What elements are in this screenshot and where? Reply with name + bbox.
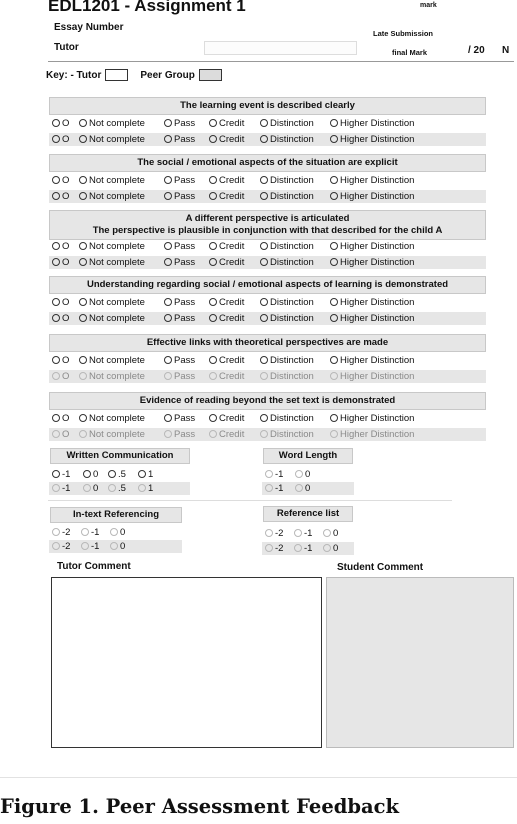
option-label: Not complete xyxy=(89,355,145,366)
radio-icon[interactable] xyxy=(330,242,338,250)
option-label: Higher Distinction xyxy=(340,355,415,366)
option-blank[interactable] xyxy=(52,296,69,309)
radio-icon[interactable] xyxy=(330,119,338,127)
radio-icon[interactable] xyxy=(260,258,268,266)
peer-rating-row xyxy=(49,370,486,383)
section-header xyxy=(49,276,486,294)
section-subtitle: The perspective is plausible in conjunction with that described for the child A xyxy=(92,225,443,236)
written-communication-header: Written Communication xyxy=(50,448,190,464)
radio-icon[interactable] xyxy=(79,372,87,380)
option-label: Not complete xyxy=(89,191,145,202)
word-length-header: Word Length xyxy=(263,448,353,464)
option-pass[interactable] xyxy=(164,354,195,367)
option-credit[interactable] xyxy=(209,354,244,367)
option-label: Credit xyxy=(219,371,245,382)
option-higher-distinction[interactable] xyxy=(330,370,414,383)
option-label: Distinction xyxy=(270,313,314,324)
option-not-complete[interactable] xyxy=(79,174,145,187)
option-label: Pass xyxy=(174,118,196,129)
option-label: Credit xyxy=(219,134,245,145)
option-distinction[interactable] xyxy=(260,370,314,383)
option-label: Not complete xyxy=(89,134,145,145)
radio-icon[interactable] xyxy=(52,242,60,250)
radio-icon[interactable] xyxy=(260,176,268,184)
option-label: O xyxy=(62,297,70,308)
option-label: Not complete xyxy=(89,175,145,186)
option-not-complete[interactable] xyxy=(79,296,145,309)
peer-rating-row xyxy=(49,312,486,325)
radio-icon[interactable] xyxy=(260,135,268,143)
radio-icon[interactable] xyxy=(209,314,217,322)
option-pass[interactable] xyxy=(164,174,195,187)
option-label: Higher Distinction xyxy=(340,191,415,202)
option-not-complete[interactable] xyxy=(79,354,145,367)
option-label: Distinction xyxy=(270,355,314,366)
tutor-comment-box[interactable] xyxy=(51,577,322,748)
section-header xyxy=(49,334,486,352)
option-label: Not complete xyxy=(89,371,145,382)
option-label: Pass xyxy=(174,413,196,424)
radio-icon[interactable] xyxy=(294,544,302,552)
option-label: Higher Distinction xyxy=(340,241,415,252)
option-label: O xyxy=(62,413,70,424)
final-mark-label: final Mark xyxy=(392,48,428,57)
key-tutor-label: Key: - Tutor xyxy=(46,69,102,81)
radio-icon[interactable] xyxy=(265,544,273,552)
option-blank[interactable] xyxy=(52,412,69,425)
option-label: Distinction xyxy=(270,118,314,129)
radio-icon[interactable] xyxy=(209,242,217,250)
option-distinction[interactable] xyxy=(260,296,314,309)
option-higher-distinction[interactable] xyxy=(330,240,414,253)
option-distinction[interactable] xyxy=(260,312,314,325)
option-credit[interactable] xyxy=(209,412,244,425)
option-label: Credit xyxy=(219,191,245,202)
option-label: O xyxy=(62,429,70,440)
option-label: Distinction xyxy=(270,429,314,440)
radio-icon[interactable] xyxy=(79,430,87,438)
header-divider xyxy=(48,61,514,62)
option-label: Not complete xyxy=(89,313,145,324)
radio-icon[interactable] xyxy=(108,484,116,492)
option-distinction[interactable] xyxy=(260,133,314,146)
option-credit[interactable] xyxy=(209,240,244,253)
radio-icon[interactable] xyxy=(330,314,338,322)
tutor-key-swatch xyxy=(105,69,128,81)
option-pass[interactable] xyxy=(164,256,195,269)
reference-list-tutor-row: -2 -1 0 xyxy=(265,527,355,540)
option-higher-distinction[interactable] xyxy=(330,312,414,325)
option-label: Credit xyxy=(219,429,245,440)
radio-icon[interactable] xyxy=(52,356,60,364)
option-higher-distinction[interactable] xyxy=(330,133,414,146)
radio-icon[interactable] xyxy=(110,528,118,536)
option-pass[interactable] xyxy=(164,412,195,425)
radio-icon[interactable] xyxy=(164,242,172,250)
radio-icon[interactable] xyxy=(209,356,217,364)
radio-icon[interactable] xyxy=(330,258,338,266)
option-label: Credit xyxy=(219,297,245,308)
option-blank[interactable] xyxy=(52,370,69,383)
option-label: O xyxy=(62,257,70,268)
option-label: Not complete xyxy=(89,118,145,129)
radio-icon[interactable] xyxy=(164,258,172,266)
radio-icon[interactable] xyxy=(260,242,268,250)
radio-icon[interactable] xyxy=(209,372,217,380)
option-label: Credit xyxy=(219,355,245,366)
radio-icon[interactable] xyxy=(164,135,172,143)
radio-icon[interactable] xyxy=(52,414,60,422)
radio-icon[interactable] xyxy=(164,430,172,438)
option-blank[interactable] xyxy=(52,428,69,441)
radio-icon[interactable] xyxy=(164,356,172,364)
option-label: Credit xyxy=(219,175,245,186)
option-credit[interactable] xyxy=(209,133,244,146)
in-text-referencing-peer-row: -2 -1 0 xyxy=(49,540,182,553)
essay-number-label: Essay Number xyxy=(54,22,124,33)
option-label: O xyxy=(62,241,70,252)
option-label: O xyxy=(62,175,70,186)
option-label: Pass xyxy=(174,134,196,145)
radio-icon[interactable] xyxy=(52,298,60,306)
tutor-rating-row xyxy=(52,174,486,187)
radio-icon[interactable] xyxy=(83,484,91,492)
radio-icon[interactable] xyxy=(52,176,60,184)
option-higher-distinction[interactable] xyxy=(330,354,414,367)
option-label: O xyxy=(62,191,70,202)
written-communication-tutor-row: -1 0 .5 1 xyxy=(52,468,192,481)
figure-divider xyxy=(0,777,517,778)
option-label: Higher Distinction xyxy=(340,413,415,424)
radio-icon[interactable] xyxy=(330,176,338,184)
radio-icon[interactable] xyxy=(79,298,87,306)
option-label: Distinction xyxy=(270,175,314,186)
option-credit[interactable] xyxy=(209,117,244,130)
key-peer-label: Peer Group xyxy=(140,69,195,81)
option-label: Not complete xyxy=(89,257,145,268)
radio-icon[interactable] xyxy=(323,529,331,537)
section-divider xyxy=(48,500,452,501)
option-label: Distinction xyxy=(270,257,314,268)
peer-key-swatch xyxy=(199,69,222,81)
option-label: Pass xyxy=(174,371,196,382)
radio-icon[interactable] xyxy=(52,484,60,492)
option-label: O xyxy=(62,118,70,129)
option-blank[interactable] xyxy=(52,256,69,269)
option-credit[interactable] xyxy=(209,296,244,309)
option-label: Distinction xyxy=(270,191,314,202)
option-label: Higher Distinction xyxy=(340,297,415,308)
option-label: Pass xyxy=(174,175,196,186)
option-credit[interactable] xyxy=(209,370,244,383)
option-label: Credit xyxy=(219,241,245,252)
option-distinction[interactable] xyxy=(260,174,314,187)
option-pass[interactable] xyxy=(164,240,195,253)
option-label: O xyxy=(62,313,70,324)
section-title: Effective links with theoretical perspectives are made xyxy=(146,337,389,348)
legend-key xyxy=(46,69,234,81)
option-not-complete[interactable] xyxy=(79,240,145,253)
radio-icon[interactable] xyxy=(164,176,172,184)
radio-icon[interactable] xyxy=(52,192,60,200)
tutor-field[interactable] xyxy=(204,41,357,55)
radio-icon[interactable] xyxy=(209,298,217,306)
tutor-rating-row xyxy=(52,412,486,425)
option-label: Pass xyxy=(174,191,196,202)
option-label: Not complete xyxy=(89,241,145,252)
assignment-title: EDL1201 - Assignment 1 xyxy=(48,0,246,15)
option-label: Not complete xyxy=(89,429,145,440)
option-label: Higher Distinction xyxy=(340,175,415,186)
section-header xyxy=(49,154,486,172)
option-label: Higher Distinction xyxy=(340,429,415,440)
option-credit[interactable] xyxy=(209,312,244,325)
radio-icon[interactable] xyxy=(164,298,172,306)
reference-list-header: Reference list xyxy=(263,506,353,522)
section-title: The learning event is described clearly xyxy=(180,100,355,111)
option-label: O xyxy=(62,134,70,145)
radio-icon[interactable] xyxy=(52,258,60,266)
peer-rating-row xyxy=(49,133,486,146)
option-label: Distinction xyxy=(270,413,314,424)
section-title: Understanding regarding social / emotional aspects of learning is demonstrated xyxy=(86,279,449,290)
radio-icon[interactable] xyxy=(295,484,303,492)
tutor-rating-row xyxy=(52,117,486,130)
option-not-complete[interactable] xyxy=(79,370,145,383)
radio-icon[interactable] xyxy=(209,176,217,184)
radio-icon[interactable] xyxy=(79,135,87,143)
option-pass[interactable] xyxy=(164,428,195,441)
section-title: A different perspective is articulated xyxy=(185,213,350,224)
student-comment-label: Student Comment xyxy=(337,562,424,573)
peer-rating-row xyxy=(49,190,486,203)
radio-icon[interactable] xyxy=(108,470,116,478)
student-comment-box[interactable] xyxy=(326,577,514,748)
radio-icon[interactable] xyxy=(52,430,60,438)
option-label: Pass xyxy=(174,241,196,252)
radio-icon[interactable] xyxy=(209,135,217,143)
radio-icon[interactable] xyxy=(52,135,60,143)
word-length-peer-row: -1 0 xyxy=(262,482,354,495)
option-not-complete[interactable] xyxy=(79,256,145,269)
radio-icon[interactable] xyxy=(52,542,60,550)
radio-icon[interactable] xyxy=(52,528,60,536)
option-pass[interactable] xyxy=(164,117,195,130)
radio-icon[interactable] xyxy=(209,414,217,422)
radio-icon[interactable] xyxy=(79,176,87,184)
option-label: Distinction xyxy=(270,297,314,308)
radio-icon[interactable] xyxy=(52,314,60,322)
tutor-rating-row xyxy=(52,240,486,253)
option-distinction[interactable] xyxy=(260,256,314,269)
radio-icon[interactable] xyxy=(260,192,268,200)
option-blank[interactable] xyxy=(52,117,69,130)
option-blank[interactable] xyxy=(52,133,69,146)
option-label: O xyxy=(62,371,70,382)
option-label: O xyxy=(62,355,70,366)
radio-icon[interactable] xyxy=(260,314,268,322)
tutor-comment-label: Tutor Comment xyxy=(57,561,131,572)
radio-icon[interactable] xyxy=(164,119,172,127)
radio-icon[interactable] xyxy=(52,119,60,127)
option-label: Credit xyxy=(219,257,245,268)
radio-icon[interactable] xyxy=(138,470,146,478)
radio-icon[interactable] xyxy=(81,542,89,550)
option-blank[interactable] xyxy=(52,190,69,203)
radio-icon[interactable] xyxy=(52,372,60,380)
option-label: Higher Distinction xyxy=(340,313,415,324)
radio-icon[interactable] xyxy=(330,414,338,422)
section-header xyxy=(49,97,486,115)
option-credit[interactable] xyxy=(209,190,244,203)
radio-icon[interactable] xyxy=(79,242,87,250)
option-blank[interactable] xyxy=(52,174,69,187)
section-title: Evidence of reading beyond the set text is demonstrated xyxy=(139,395,396,406)
option-credit[interactable] xyxy=(209,256,244,269)
radio-icon[interactable] xyxy=(79,258,87,266)
section-title: The social / emotional aspects of the situation are explicit xyxy=(137,157,398,168)
radio-icon[interactable] xyxy=(330,372,338,380)
radio-icon[interactable] xyxy=(79,314,87,322)
option-pass[interactable] xyxy=(164,190,195,203)
option-blank[interactable] xyxy=(52,312,69,325)
tutor-rating-row xyxy=(52,354,486,367)
radio-icon[interactable] xyxy=(79,356,87,364)
option-label: Not complete xyxy=(89,413,145,424)
option-blank[interactable] xyxy=(52,354,69,367)
radio-icon[interactable] xyxy=(209,258,217,266)
option-higher-distinction[interactable] xyxy=(330,190,414,203)
option-distinction[interactable] xyxy=(260,354,314,367)
radio-icon[interactable] xyxy=(164,314,172,322)
written-communication-peer-row: -1 0 .5 1 xyxy=(49,482,190,495)
option-label: Pass xyxy=(174,297,196,308)
option-credit[interactable] xyxy=(209,174,244,187)
radio-icon[interactable] xyxy=(294,529,302,537)
option-distinction[interactable] xyxy=(260,190,314,203)
option-distinction[interactable] xyxy=(260,412,314,425)
radio-icon[interactable] xyxy=(265,529,273,537)
in-text-referencing-tutor-row: -2 -1 0 xyxy=(52,526,182,539)
radio-icon[interactable] xyxy=(330,430,338,438)
radio-icon[interactable] xyxy=(138,484,146,492)
radio-icon[interactable] xyxy=(330,298,338,306)
option-label: Pass xyxy=(174,313,196,324)
radio-icon[interactable] xyxy=(330,135,338,143)
radio-icon[interactable] xyxy=(164,372,172,380)
option-label: Distinction xyxy=(270,134,314,145)
radio-icon[interactable] xyxy=(52,470,60,478)
section-header xyxy=(49,210,486,240)
section-header xyxy=(49,392,486,410)
tutor-rating-row xyxy=(52,296,486,309)
late-submission-label: Late Submission xyxy=(373,29,434,38)
option-higher-distinction[interactable] xyxy=(330,256,414,269)
option-label: Credit xyxy=(219,118,245,129)
option-label: Pass xyxy=(174,429,196,440)
option-distinction[interactable] xyxy=(260,117,314,130)
tutor-label: Tutor xyxy=(54,42,79,53)
radio-icon[interactable] xyxy=(110,542,118,550)
option-pass[interactable] xyxy=(164,370,195,383)
n-label: N xyxy=(502,45,510,56)
word-length-tutor-row: -1 0 xyxy=(265,468,355,481)
peer-rating-row xyxy=(49,428,486,441)
option-not-complete[interactable] xyxy=(79,190,145,203)
option-higher-distinction[interactable] xyxy=(330,117,414,130)
radio-icon[interactable] xyxy=(260,430,268,438)
radio-icon[interactable] xyxy=(330,356,338,364)
option-not-complete[interactable] xyxy=(79,312,145,325)
radio-icon[interactable] xyxy=(260,119,268,127)
option-higher-distinction[interactable] xyxy=(330,174,414,187)
radio-icon[interactable] xyxy=(209,192,217,200)
radio-icon[interactable] xyxy=(83,470,91,478)
option-pass[interactable] xyxy=(164,133,195,146)
radio-icon[interactable] xyxy=(260,298,268,306)
option-not-complete[interactable] xyxy=(79,428,145,441)
option-label: Higher Distinction xyxy=(340,371,415,382)
option-pass[interactable] xyxy=(164,296,195,309)
option-pass[interactable] xyxy=(164,312,195,325)
in-text-referencing-header: In-text Referencing xyxy=(50,507,182,523)
option-higher-distinction[interactable] xyxy=(330,428,414,441)
option-label: Not complete xyxy=(89,297,145,308)
radio-icon[interactable] xyxy=(79,119,87,127)
radio-icon[interactable] xyxy=(79,192,87,200)
option-not-complete[interactable] xyxy=(79,133,145,146)
option-label: Higher Distinction xyxy=(340,118,415,129)
radio-icon[interactable] xyxy=(260,372,268,380)
option-higher-distinction[interactable] xyxy=(330,412,414,425)
option-not-complete[interactable] xyxy=(79,117,145,130)
radio-icon[interactable] xyxy=(295,470,303,478)
radio-icon[interactable] xyxy=(209,430,217,438)
radio-icon[interactable] xyxy=(323,544,331,552)
reference-list-peer-row: -2 -1 0 xyxy=(262,542,354,555)
option-not-complete[interactable] xyxy=(79,412,145,425)
radio-icon[interactable] xyxy=(209,119,217,127)
peer-rating-row xyxy=(49,256,486,269)
option-label: Pass xyxy=(174,355,196,366)
radio-icon[interactable] xyxy=(79,414,87,422)
option-label: Higher Distinction xyxy=(340,134,415,145)
radio-icon[interactable] xyxy=(260,356,268,364)
option-label: Higher Distinction xyxy=(340,257,415,268)
option-label: Credit xyxy=(219,413,245,424)
option-label: Credit xyxy=(219,313,245,324)
figure-caption: Figure 1. Peer Assessment Feedback xyxy=(0,795,400,818)
radio-icon[interactable] xyxy=(330,192,338,200)
option-blank[interactable] xyxy=(52,240,69,253)
option-credit[interactable] xyxy=(209,428,244,441)
option-distinction[interactable] xyxy=(260,428,314,441)
score-out-of: / 20 xyxy=(468,45,485,56)
radio-icon[interactable] xyxy=(265,470,273,478)
option-distinction[interactable] xyxy=(260,240,314,253)
radio-icon[interactable] xyxy=(265,484,273,492)
radio-icon[interactable] xyxy=(260,414,268,422)
radio-icon[interactable] xyxy=(164,414,172,422)
radio-icon[interactable] xyxy=(164,192,172,200)
option-label: Distinction xyxy=(270,371,314,382)
option-label: Distinction xyxy=(270,241,314,252)
radio-icon[interactable] xyxy=(81,528,89,536)
option-higher-distinction[interactable] xyxy=(330,296,414,309)
option-label: Pass xyxy=(174,257,196,268)
mark-label: mark xyxy=(420,2,437,9)
